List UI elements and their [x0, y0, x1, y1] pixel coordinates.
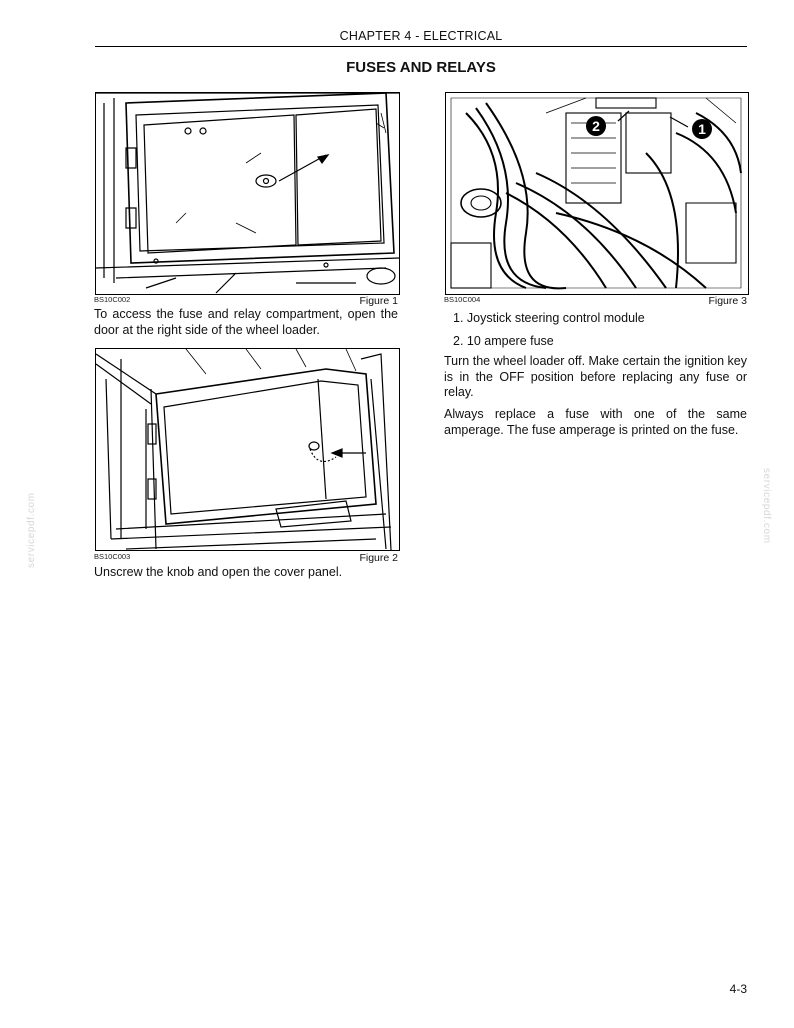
section-title: FUSES AND RELAYS: [346, 59, 496, 76]
figure-1-caption: To access the fuse and relay compartment, open the door at the right side of the wheel loader.: [94, 307, 398, 337]
legend-item-1: 1. Joystick steering control module: [453, 311, 645, 325]
watermark-left: servicepdf.com: [26, 492, 37, 568]
paragraph-replace-fuse: Always replace a fuse with one of the same amperage. The fuse amperage is printed on the fuse.: [444, 407, 747, 437]
figure-2-caption: Unscrew the knob and open the cover panel.: [94, 565, 343, 579]
header-rule: [95, 46, 747, 47]
figure-1-illustration: [95, 92, 400, 295]
figure-1-code: BS10C002: [94, 295, 131, 304]
page-number: 4-3: [729, 982, 747, 996]
chapter-heading: CHAPTER 4 - ELECTRICAL: [339, 29, 503, 43]
figure-2-illustration: [95, 348, 400, 551]
callout-1: 1: [698, 121, 706, 137]
figure-2-number: Figure 2: [359, 552, 398, 564]
callout-2: 2: [592, 118, 600, 134]
figure-2-code: BS10C003: [94, 552, 131, 561]
paragraph-turn-off: Turn the wheel loader off. Make certain the ignition key is in the OFF position before replacing any fuse or relay.: [444, 354, 747, 399]
figure-3-number: Figure 3: [708, 295, 747, 307]
figure-1-number: Figure 1: [359, 295, 398, 307]
figure-3-code: BS10C004: [444, 295, 481, 304]
legend-item-2: 2. 10 ampere fuse: [453, 334, 554, 348]
watermark-right: servicepdf.com: [761, 468, 772, 544]
figure-3-illustration: [445, 92, 749, 295]
